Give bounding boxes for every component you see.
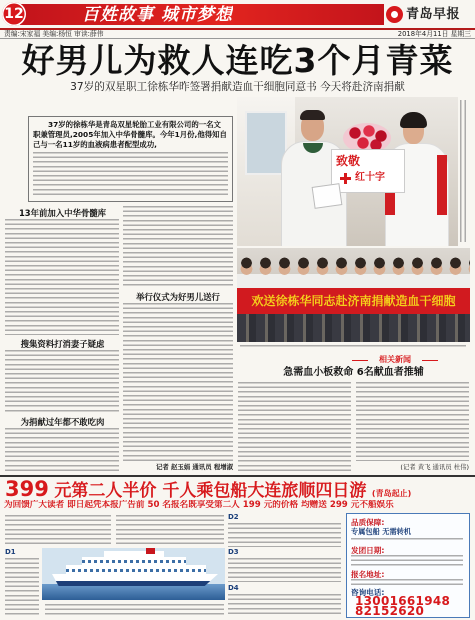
ad-day-label: D3 [228,548,239,556]
article-byline: 记者 赵玉娟 通讯员 程增淑 [156,463,233,471]
issue-date: 2018年4月11日 星期三 [397,29,471,38]
section-banner [20,4,384,25]
headline: 好男儿为救人连吃3个月青菜 [21,42,454,80]
ad-day-label: D2 [228,513,239,521]
related-rule [422,360,438,361]
ad-subline: 为回馈广大读者 即日起凭本报广告前 50 名报名既享受第二人 199 元的价格 均赠送 299 元不船娱乐 [4,500,394,510]
quality-label: 品质保障: [351,518,385,527]
ad-info-box [346,513,470,618]
ad-day-label: D4 [228,584,239,592]
sign-board [331,149,405,193]
crowd-lower [237,314,470,342]
ship-deck [66,565,206,575]
address-label: 报名地址: [351,570,385,579]
sign-text-2: 红十字 [355,172,385,183]
ad-body-text [228,523,341,547]
dates-label: 发团日期: [351,546,385,555]
body-text [238,382,351,472]
sea [42,584,225,600]
ship-deck [82,557,186,566]
related-label: 相关新闻 [379,355,411,364]
related-byline: (记者 黄飞 通讯员 杜伟) [400,463,469,471]
ad-body-text [45,604,224,615]
cruise-ship-image [42,548,225,600]
body-text [5,428,119,472]
photo-caption [240,345,466,348]
photo-caption-vertical [460,100,469,242]
related-headline: 急需血小板救命 6名献血者推辅 [283,367,424,378]
body-text [5,350,119,414]
subheadline: 37岁的双星职工徐栋华昨签署捐献造血干细胞同意书 今天将赴济南捐献 [70,81,405,93]
newspaper-logo [386,3,472,27]
subhead-4: 举行仪式为好男儿送行 [136,292,220,302]
ad-headline-note: (青岛起止) [371,489,412,498]
subhead-2: 搜集资料打消妻子疑虑 [20,339,105,349]
sign-text-1: 致敬 [336,154,361,168]
woman-vest-stripe [437,155,447,215]
subhead-1: 13年前加入中华骨髓库 [18,208,107,218]
ad-headline-text: 元第二人半价 千人乘包船大连旅顺四日游 [54,481,367,500]
certificate [312,183,343,209]
banner-text: 欢送徐栋华同志赴济南捐献造血干细胞 [251,294,456,308]
ad-body-text [228,558,341,582]
lead-box [28,116,233,202]
related-rule [352,360,368,361]
ad-body-text [5,515,111,545]
ad-box-text [351,538,463,542]
ad-divider [0,475,475,477]
body-text [123,303,233,461]
ad-price: 399 [5,478,49,500]
ad-box-text [351,579,463,587]
lead-text-continued [33,152,228,198]
phone-number-1: 13001661948 [355,594,451,608]
ship-hull [52,574,218,586]
phone-label: 咨询电话: [351,588,385,597]
red-cross-icon [340,173,351,184]
ad-headline [5,478,471,500]
section-title: 百姓故事 城市梦想 [82,5,233,25]
quality-text: 专属包船 无需转机 [351,527,412,536]
ad-day-label: D1 [5,548,16,556]
ad-body-text [5,558,39,615]
ship-bridge [104,551,164,558]
woman-hair [400,112,427,128]
subhead-3: 为捐献过年都不敢吃肉 [20,417,105,427]
body-text [123,206,233,289]
phone-number-2: 82152620 [355,604,425,618]
body-text [5,219,119,335]
man-hair [300,110,325,120]
lead-text: 37岁的徐栋华是青岛双星轮胎工业有限公司的一名文职兼管理员,2005年加入中华骨髓库。今年1月份,他得知自己与一名11岁的血液病患者配型成功, [33,120,227,149]
ship-funnel [146,548,155,554]
ad-box-text [351,555,463,567]
staff-credits: 责编:宋家福 美编:杨恒 审读:薛伟 [4,29,104,38]
farewell-banner [237,288,470,314]
header-rule-thin [0,38,475,39]
ad-body-text [116,515,224,545]
logo-mark-icon [386,6,403,23]
ad-body-text [228,594,341,615]
photo-farewell-group [237,248,470,342]
page-number: 12 [2,2,26,26]
logo-text: 青岛早报 [406,7,461,22]
photo-donor-with-flowers [237,97,458,246]
body-text [356,382,469,461]
